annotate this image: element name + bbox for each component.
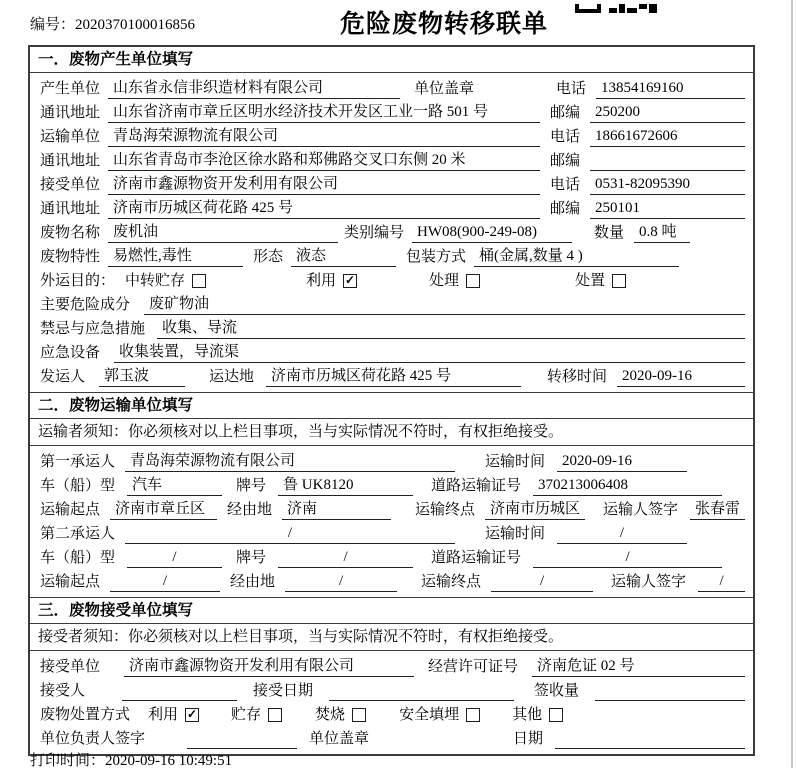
title-wrap — [0, 4, 796, 40]
field-value: 张春雷 — [690, 499, 745, 520]
section-2 — [30, 392, 753, 597]
field-label: 数量 — [594, 225, 625, 241]
form-row — [38, 147, 745, 171]
field-label: 车（船）型 — [40, 550, 116, 566]
field-value: / — [698, 571, 745, 592]
field-label: 第一承运人 — [40, 454, 116, 470]
field-label: 运输人签字 — [611, 574, 687, 590]
field-value: 汽车 — [127, 475, 222, 496]
field-value: / — [110, 571, 220, 592]
field-value: / — [127, 547, 222, 568]
field-label: 类别编号 — [344, 225, 405, 241]
checkbox-option — [429, 271, 480, 291]
doc-number-value: 2020370100016856 — [75, 17, 196, 33]
checkbox-unchecked-icon — [549, 708, 563, 722]
field-label: 邮编 — [550, 153, 581, 169]
field-label: 通讯地址 — [40, 105, 101, 121]
field-value: / — [278, 547, 413, 568]
field-label: 产生单位 — [40, 81, 101, 97]
field-label: 道路运输证号 — [431, 550, 522, 566]
field-value: 郭玉波 — [99, 366, 185, 387]
checkbox-label: 贮存 — [231, 707, 262, 723]
field-label: 运输时间 — [485, 454, 546, 470]
field-value: 鲁 UK8120 — [278, 475, 413, 496]
field-label: 道路运输证号 — [431, 478, 522, 494]
section-heading: 一．废物产生单位填写 — [30, 47, 753, 73]
section-1 — [30, 47, 753, 392]
field-value: 山东省济南市章丘区明水经济技术开发区工业一路 501 号 — [108, 102, 540, 123]
form-row — [38, 219, 745, 243]
section-heading: 三．废物接受单位填写 — [30, 597, 753, 624]
field-label: 运输起点 — [40, 502, 101, 518]
checkbox-option — [315, 705, 366, 725]
field-value: 济南市章丘区 — [110, 499, 217, 520]
field-label: 运输终点 — [414, 502, 475, 518]
form-row — [38, 363, 745, 387]
checkbox-option — [399, 705, 480, 725]
field-value: 0.8 吨 — [634, 222, 690, 243]
field-label: 应急设备 — [40, 345, 101, 361]
field-label: 运输人签字 — [602, 502, 678, 518]
print-time — [30, 749, 232, 770]
form-row — [38, 568, 745, 592]
section-note: 接受者须知：你必须核对以上栏目事项，当与实际情况不符时，有权拒绝接受。 — [30, 624, 753, 651]
checkbox-unchecked-icon — [466, 274, 480, 288]
form-row — [38, 544, 745, 568]
field-value-empty — [555, 729, 745, 749]
field-value-empty — [187, 729, 297, 749]
field-value: 济南市鑫源物资开发利用有限公司 — [124, 656, 414, 677]
field-value-empty — [329, 681, 514, 701]
field-label: 通讯地址 — [40, 153, 101, 169]
field-value: 山东省青岛市李沧区徐水路和郑佛路交叉口东侧 20 米 — [108, 150, 540, 171]
field-value: 山东省永信非织造材料有限公司 — [108, 78, 400, 99]
field-label: 运输终点 — [421, 574, 482, 590]
field-value: 济南 — [282, 499, 391, 520]
field-value: 2020-09-16 — [617, 366, 745, 387]
field-label: 牌号 — [236, 478, 267, 494]
field-value-empty — [122, 681, 237, 701]
checkbox-option — [512, 705, 563, 725]
field-value: HW08(900-249-08) — [412, 222, 572, 243]
section-rows — [30, 446, 753, 597]
section-note: 运输者须知：你必须核对以上栏目事项，当与实际情况不符时，有权拒绝接受。 — [30, 419, 753, 446]
checkbox-option — [306, 271, 357, 291]
form-row — [38, 291, 745, 315]
form-row — [38, 496, 745, 520]
field-label: 日期 — [513, 731, 544, 747]
field-value: 青岛海荣源物流有限公司 — [125, 451, 455, 472]
checkbox-label: 利用 — [306, 273, 337, 289]
checkbox-label: 利用 — [148, 707, 179, 723]
field-value: 18661672606 — [590, 126, 745, 147]
field-label: 签收量 — [534, 683, 580, 699]
field-label: 废物名称 — [40, 225, 101, 241]
field-label: 电话 — [550, 177, 581, 193]
checkbox-label: 中转贮存 — [125, 273, 186, 289]
checkbox-label: 处理 — [429, 273, 460, 289]
field-value: 250101 — [590, 198, 745, 219]
field-label: 废物特性 — [40, 249, 101, 265]
form-row — [38, 75, 745, 99]
form-row — [38, 267, 745, 291]
field-label: 形态 — [253, 249, 284, 265]
checkbox-unchecked-icon — [268, 708, 282, 722]
form-row — [38, 123, 745, 147]
field-value: / — [491, 571, 593, 592]
field-label: 邮编 — [550, 105, 581, 121]
field-label: 单位负责人签字 — [40, 731, 146, 747]
form-row — [38, 448, 745, 472]
checkbox-option — [575, 271, 626, 291]
field-value: / — [285, 571, 397, 592]
field-value: 收集装置，导流渠 — [114, 342, 745, 363]
checkbox-unchecked-icon — [352, 708, 366, 722]
form-row — [38, 99, 745, 123]
field-value: 0531-82095390 — [590, 174, 745, 195]
checkbox-label: 焚烧 — [315, 707, 346, 723]
field-label: 发运人 — [40, 369, 86, 385]
checkbox-option — [231, 705, 282, 725]
section-heading: 二．废物运输单位填写 — [30, 392, 753, 419]
field-label: 电话 — [550, 129, 581, 145]
page-right-edge — [791, 0, 793, 768]
field-label: 邮编 — [550, 201, 581, 217]
checkbox-label: 其他 — [512, 707, 543, 723]
field-label: 经营许可证号 — [428, 659, 519, 675]
section-rows — [30, 651, 753, 754]
field-label: 单位盖章 — [414, 81, 475, 97]
field-value: 250200 — [590, 102, 745, 123]
checkbox-label: 安全填埋 — [399, 707, 460, 723]
checkbox-option — [125, 271, 206, 291]
field-label: 接受日期 — [253, 683, 314, 699]
field-label: 经由地 — [230, 574, 276, 590]
field-label: 运输起点 — [40, 574, 101, 590]
field-value: 桶(金属,数量 4 ) — [474, 246, 679, 267]
field-value: 济南市历城区 — [485, 499, 585, 520]
doc-number-label: 编号： — [30, 17, 76, 33]
form-row — [38, 520, 745, 544]
form-row — [38, 171, 745, 195]
field-label: 经由地 — [227, 502, 273, 518]
field-value: 13854169160 — [596, 78, 745, 99]
field-label: 运达地 — [209, 369, 255, 385]
manifest-form — [28, 45, 755, 756]
form-row — [38, 243, 745, 267]
form-row — [38, 725, 745, 749]
field-value: 收集、导流 — [157, 318, 745, 339]
checkbox-unchecked-icon — [466, 708, 480, 722]
field-value: / — [533, 547, 722, 568]
field-label: 废物处置方式 — [40, 707, 131, 723]
field-value: 青岛海荣源物流有限公司 — [108, 126, 540, 147]
form-row — [38, 195, 745, 219]
section-3 — [30, 597, 753, 754]
field-label: 车（船）型 — [40, 478, 116, 494]
form-row — [38, 701, 745, 725]
checkbox-unchecked-icon — [192, 274, 206, 288]
field-value: 370213006408 — [533, 475, 722, 496]
checkbox-option — [148, 705, 199, 725]
field-label: 第二承运人 — [40, 526, 116, 542]
field-value: 废机油 — [108, 222, 338, 243]
field-label: 运输单位 — [40, 129, 101, 145]
field-label: 接受单位 — [40, 177, 101, 193]
form-row — [38, 653, 745, 677]
field-value-empty — [590, 151, 745, 171]
field-value: 济南市鑫源物资开发利用有限公司 — [108, 174, 540, 195]
field-value: / — [125, 523, 455, 544]
field-label: 转移时间 — [547, 369, 608, 385]
form-row — [38, 677, 745, 701]
section-rows — [30, 73, 753, 392]
form-row — [38, 339, 745, 363]
field-label: 电话 — [556, 81, 587, 97]
field-label: 牌号 — [236, 550, 267, 566]
form-row — [38, 472, 745, 496]
field-label: 单位盖章 — [309, 731, 370, 747]
print-time-value: 2020-09-16 10:49:51 — [105, 753, 233, 769]
form-row — [38, 315, 745, 339]
field-label: 运输时间 — [485, 526, 546, 542]
field-value: 易燃性,毒性 — [108, 246, 243, 267]
field-label: 接受人 — [40, 683, 86, 699]
field-value: / — [557, 523, 687, 544]
checkbox-label: 处置 — [575, 273, 606, 289]
checkbox-unchecked-icon — [612, 274, 626, 288]
field-value: 废矿物油 — [144, 294, 745, 315]
checkbox-checked-icon: ✓ — [345, 273, 356, 287]
field-value: 济南危证 02 号 — [532, 656, 745, 677]
page-title: 危险废物转移联单 — [339, 11, 548, 38]
field-label: 主要危险成分 — [40, 297, 131, 313]
field-label: 通讯地址 — [40, 201, 101, 217]
field-label: 包装方式 — [406, 249, 467, 265]
checkbox-checked-icon: ✓ — [187, 707, 198, 721]
field-value: 济南市历城区荷花路 425 号 — [266, 366, 521, 387]
field-value-empty — [595, 681, 745, 701]
field-label: 禁忌与应急措施 — [40, 321, 146, 337]
field-value: 济南市历城区荷花路 425 号 — [108, 198, 540, 219]
field-value: 2020-09-16 — [557, 451, 687, 472]
field-value: 液态 — [291, 246, 396, 267]
field-label: 接受单位 — [40, 659, 101, 675]
print-time-label: 打印时间： — [30, 753, 106, 769]
field-label: 外运目的： — [40, 273, 116, 289]
